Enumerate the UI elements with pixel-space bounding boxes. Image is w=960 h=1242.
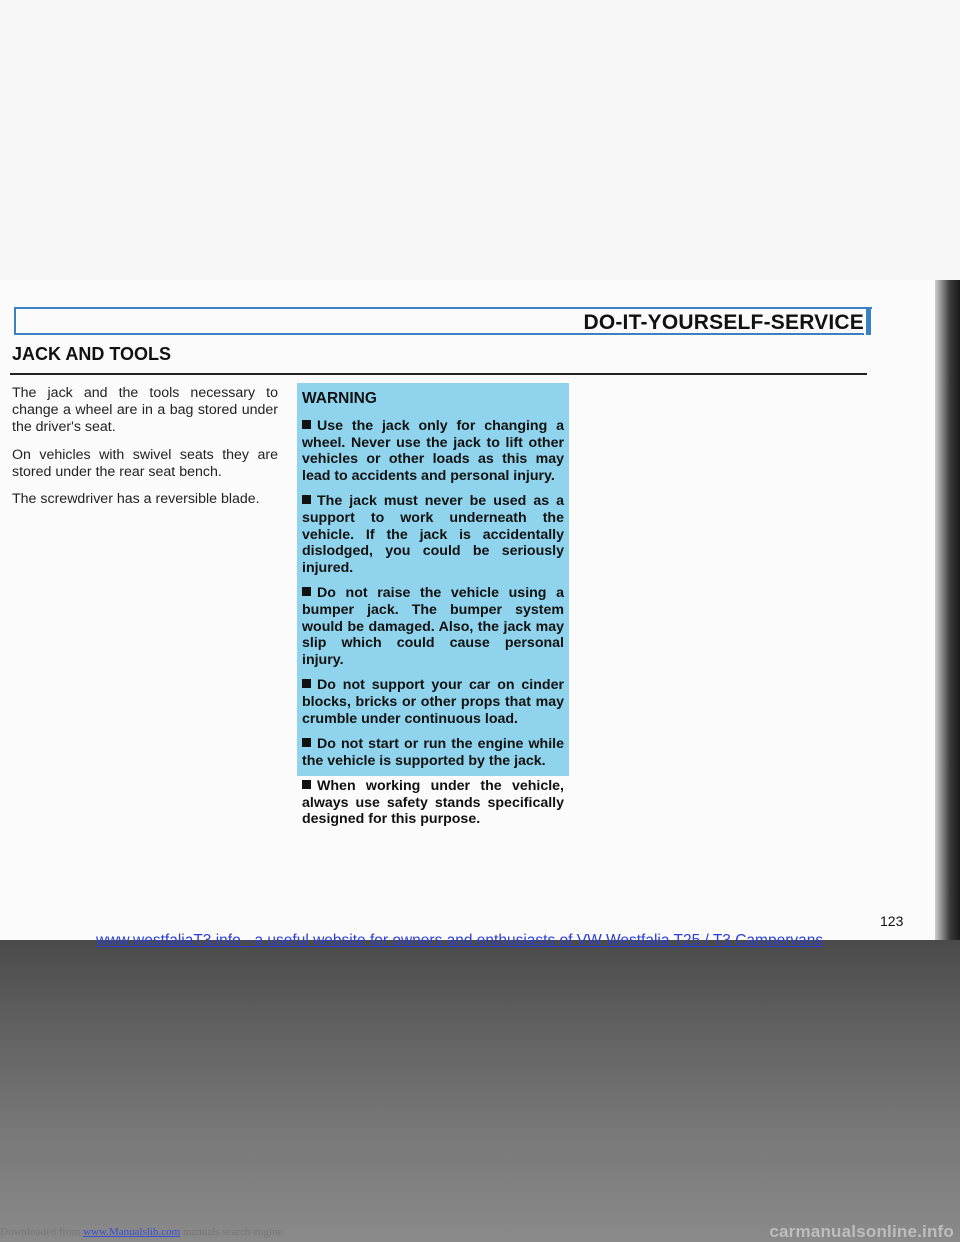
warning-item-text: The jack must never be used as a support to work underneath the vehicle. If the jack is accidentally dislodged, you could be seriously injured. <box>302 493 564 576</box>
square-bullet-icon <box>302 679 311 688</box>
warning-item <box>302 736 564 769</box>
section-rule <box>10 373 867 375</box>
scan-background-bottom <box>0 940 960 1242</box>
header-rule <box>14 307 872 309</box>
section-title: JACK AND TOOLS <box>12 344 172 364</box>
square-bullet-icon <box>302 587 311 596</box>
header-endbar <box>866 307 871 335</box>
footer-website-link[interactable]: www.westfaliaT3.info - a useful website for owners and enthusiasts of VW Westfalia T25 / T3 Campervans <box>96 932 824 949</box>
square-bullet-icon <box>302 495 311 504</box>
page-edge <box>935 280 960 960</box>
warning-item-text: Do not raise the vehicle using a bumper jack. The bumper system would be damaged. Also, the jack may slip which could cause personal injury. <box>302 585 564 668</box>
body-text <box>12 385 278 518</box>
warning-item <box>302 778 564 828</box>
warning-item-text: Do not start or run the engine while the vehicle is supported by the jack. <box>302 736 564 769</box>
square-bullet-icon <box>302 780 311 789</box>
warning-item-text: Do not support your car on cinder blocks, bricks or other props that may crumble under continuous load. <box>302 677 564 727</box>
square-bullet-icon <box>302 420 311 429</box>
chapter-title: DO-IT-YOURSELF-SERVICE <box>583 311 864 334</box>
warning-item <box>302 585 564 668</box>
warning-item-text: Use the jack only for changing a wheel. Never use the jack to lift other vehicles or other loads as this may lead to accidents and personal injury. <box>302 418 564 484</box>
scan-background-top <box>0 0 960 280</box>
warning-title: WARNING <box>302 390 377 407</box>
download-prefix: Downloaded from <box>0 1226 84 1238</box>
watermark: carmanualsonline.info <box>769 1222 954 1241</box>
page-number: 123 <box>880 913 904 929</box>
download-source-line <box>0 1226 282 1238</box>
download-suffix: manuals search engine <box>180 1226 283 1238</box>
square-bullet-icon <box>302 738 311 747</box>
body-paragraph: The jack and the tools necessary to change a wheel are in a bag stored under the driver's seat. <box>12 385 278 436</box>
warning-item-text: When working under the vehicle, always use safety stands specifically designed for this purpose. <box>302 778 564 828</box>
warning-box <box>297 383 569 828</box>
header-tick <box>14 307 16 335</box>
body-paragraph: On vehicles with swivel seats they are stored under the rear seat bench. <box>12 446 278 480</box>
warning-item <box>302 493 564 576</box>
warning-item <box>302 418 564 484</box>
warning-item <box>302 677 564 727</box>
manualslib-link[interactable]: www.Manualslib.com <box>83 1226 181 1238</box>
body-paragraph: The screwdriver has a reversible blade. <box>12 491 260 508</box>
